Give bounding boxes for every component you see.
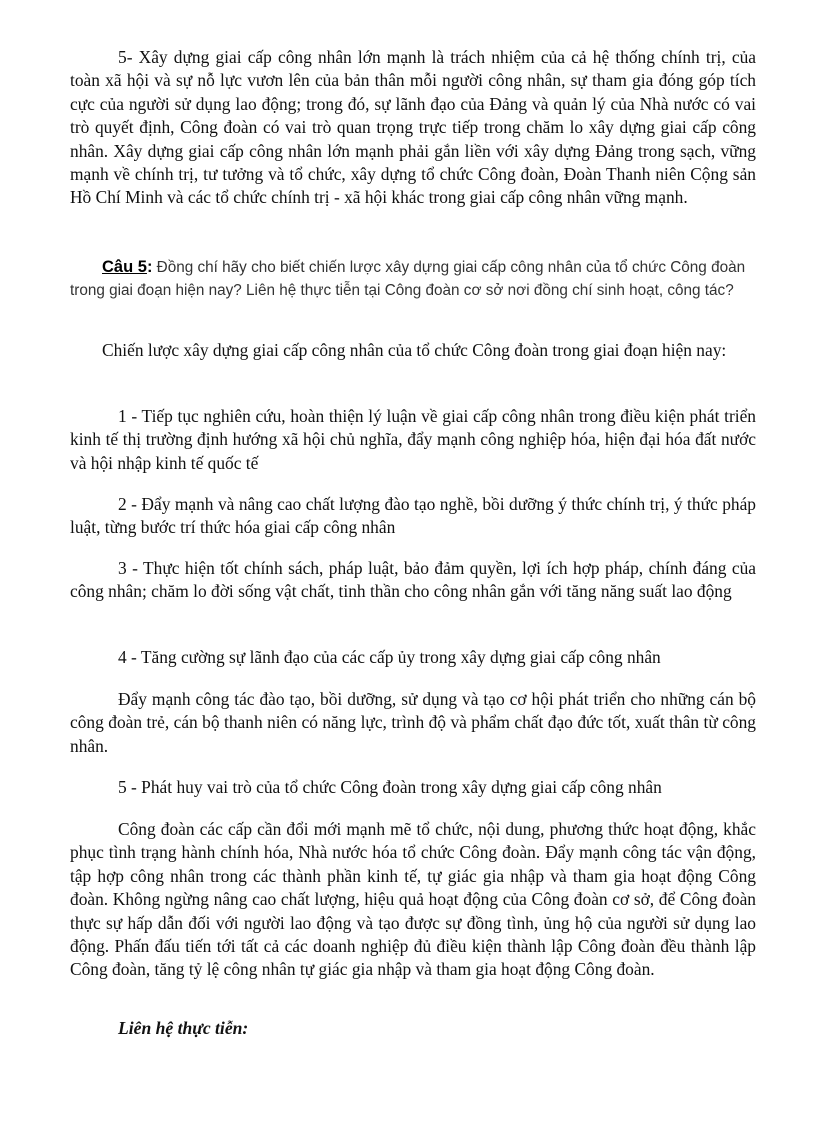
strategy-point-1: 1 - Tiếp tục nghiên cứu, hoàn thiện lý luận về giai cấp công nhân trong điều kiện phát triển kinh tế thị trường định hướng xã hội chủ nghĩa, đẩy mạnh công nghiệp hóa, hiện đại hóa đất nước và hội nhập kinh tế quốc tế	[70, 406, 756, 473]
question-text: Đồng chí hãy cho biết chiến lược xây dựng giai cấp công nhân của tổ chức Công đoàn trong giai đoạn hiện nay? Liên hệ thực tiễn tại Công đoàn cơ sở nơi đồng chí sinh hoạt, công tác?	[70, 259, 746, 299]
strategy-point-5-body: Công đoàn các cấp cần đổi mới mạnh mẽ tổ chức, nội dung, phương thức hoạt động, khắc phục tình trạng hành chính hóa, Nhà nước hóa tổ chức Công đoàn. Đẩy mạnh công tác vận động, tập hợp công nhân trong các thành phần kinh tế, tự giác gia nhập và tham gia hoạt động Công đoàn. Không ngừng nâng cao chất lượng, hiệu quả hoạt động của Công đoàn cơ sở, để Công đoàn thực sự hấp dẫn đối với người lao động và tạo được sự đồng tình, ủng hộ của người sử dụng lao động. Phấn đấu tiến tới tất cả các doanh nghiệp đủ điều kiện thành lập Công đoàn đều thành lập Công đoàn, tăng tỷ lệ công nhân tự giác gia nhập và tham gia hoạt động Công đoàn.	[70, 819, 756, 980]
question-5	[70, 256, 770, 302]
item5-intro-paragraph: 5- Xây dựng giai cấp công nhân lớn mạnh là trách nhiệm của cả hệ thống chính trị, của toàn xã hội và sự nỗ lực vươn lên của bản thân mỗi người công nhân, sự tham gia đóng góp tích cực của người sử dụng lao động; trong đó, sự lãnh đạo của Đảng và quản lý của Nhà nước có vai trò quyết định, Công đoàn có vai trò quan trọng trực tiếp trong chăm lo xây dựng giai cấp công nhân. Xây dựng giai cấp công nhân lớn mạnh phải gắn liền với xây dựng Đảng trong sạch, vững mạnh về chính trị, tư tưởng và tổ chức, xây dựng tổ chức Công đoàn, Đoàn Thanh niên Cộng sản Hồ Chí Minh và các tổ chức chính trị - xã hội khác trong giai cấp công nhân vững mạnh.	[70, 47, 756, 208]
strategy-point-4: 4 - Tăng cường sự lãnh đạo của các cấp ủy trong xây dựng giai cấp công nhân	[118, 647, 661, 667]
strategy-point-2: 2 - Đẩy mạnh và nâng cao chất lượng đào tạo nghề, bồi dưỡng ý thức chính trị, ý thức pháp luật, từng bước trí thức hóa giai cấp công nhân	[70, 494, 756, 538]
question-colon: :	[146, 258, 153, 276]
strategy-intro-paragraph: Chiến lược xây dựng giai cấp công nhân của tổ chức Công đoàn trong giai đoạn hiện nay:	[102, 340, 727, 360]
strategy-point-4-body: Đẩy mạnh công tác đào tạo, bồi dưỡng, sử dụng và tạo cơ hội phát triển cho những cán bộ công đoàn trẻ, cán bộ thanh niên có năng lực, trình độ và phẩm chất đạo đức tốt, xuất thân từ công nhân.	[70, 689, 756, 756]
question-label: Câu 5	[102, 258, 147, 276]
strategy-point-3: 3 - Thực hiện tốt chính sách, pháp luật, bảo đảm quyền, lợi ích hợp pháp, chính đáng của công nhân; chăm lo đời sống vật chất, tinh thần cho công nhân gắn với tăng năng suất lao động	[70, 558, 756, 602]
strategy-point-5: 5 - Phát huy vai trò của tổ chức Công đoàn trong xây dựng giai cấp công nhân	[118, 777, 662, 797]
practice-heading: Liên hệ thực tiễn:	[118, 1018, 249, 1038]
